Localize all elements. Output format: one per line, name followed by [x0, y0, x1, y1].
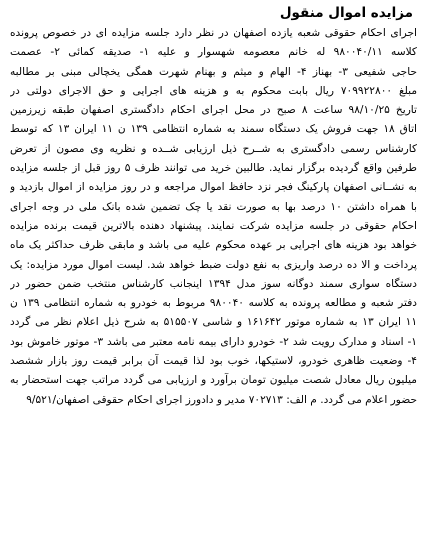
notice-line: تاریخ ۹۸/۱۰/۲۵ ساعت ۸ صبح در محل اجرای احکام دادگستری اصفهان طبقه زیرزمین — [10, 104, 417, 117]
notice-line: دستگاه سواری سمند دوگانه سوز مدل ۱۳۹۴ اینجانب کارشناس منتخب ضمن حضور در — [10, 277, 417, 290]
notice-line: ۱۱ ایران ۱۳ به شماره موتور ۱۶۱۶۴۲ و شاسی ۵۱۵۵۰۷ به شرح ذیل اعلام نظر می گردد — [10, 316, 417, 329]
notice-line: اجرای احکام حقوقی شعبه یازده اصفهان در نظر دارد جلسه مزایده ای در خصوص پرونده — [10, 27, 417, 39]
notice-line: کلاسه ۹۸۰۰۴۰/۱۱ له خانم معصومه شهسوار و علیه ۱- صدیقه کمائی ۲- عصمت — [10, 46, 417, 59]
notice-line: به نشــانی اصفهان پارکینگ فجر نزد حافظ اموال مراجعه و در روز مزایده از اموال بازدید و — [10, 181, 417, 194]
notice-line: اتاق ۱۸ جهت فروش یک دستگاه سمند به شماره انتظامی ۱۳۹ ن ۱۱ ایران ۱۳ که توسط — [10, 123, 417, 136]
notice-line: حاجی شفیعی ۳- بهناز ۴- الهام و میثم و بهنام شهرت همگی یخچالی مبنی بر مطالبه — [10, 65, 417, 78]
notice-line: دفتر شعبه و مطالعه پرونده به کلاسه ۹۸۰۰۴۰ مربوط به خودرو به شماره انتظامی ۱۳۹ ن — [10, 297, 417, 310]
notice-body — [10, 24, 417, 410]
notice-line: کارشناس رسمی دادگستری به شــرح ذیل ارزیابی شــده و نظریه وی مصون از تعرض — [10, 142, 417, 155]
notice-line: پرداخت و الا ده درصد واریزی به نفع دولت ضبط خواهد شد. لیست اموال مورد مزایده: یک — [10, 258, 417, 271]
notice-line: خواهد بود هزینه های اجرایی بر عهده محکوم علیه می باشد و مابقی ظرف حداکثر یک ماه — [10, 239, 417, 252]
notice-line: طرفین واقع گردیده برگزار نماید. طالبین خرید می توانند ظرف ۵ روز قبل از جلسه مزایده — [10, 162, 417, 175]
notice-line: حضور اعلام می گردد. م الف: ۷۰۲۷۱۳ مدیر و دادورز اجرای احکام حقوقی اصفهان/۹/۵۲۱ — [26, 393, 417, 406]
notice-line: احکام حقوقی در جلسه مزایده شرکت نمایند. پیشنهاد دهنده بالاترین قیمت برنده مزایده — [10, 219, 417, 232]
notice-line: مبلغ ۷۰۹۹۲۲۸۰۰ ریال بابت محکوم به و هزینه های اجرایی و حق الاجرای دولتی در — [10, 84, 417, 97]
notice-line: با همراه داشتن ۱۰ درصد بها به صورت نقد یا چک تضمین شده بانک ملی در وجه اجرای — [10, 200, 417, 213]
notice-line: ۴- وضعیت ظاهری خودرو، لاستیکها، خوب بود لذا قیمت آن برابر قیمت روز بازار ششصد — [10, 355, 417, 368]
notice-line: میلیون ریال معادل شصت میلیون تومان برآورد و ارزیابی می گردد مراتب جهت استحضار به — [10, 374, 417, 387]
notice-line: ۱- اسناد و مدارک رویت شد ۲- خودرو دارای بیمه نامه معتبر می باشد ۳- موتور خاموش بود — [10, 335, 417, 348]
notice-title: مزایده اموال منقول — [279, 5, 413, 21]
